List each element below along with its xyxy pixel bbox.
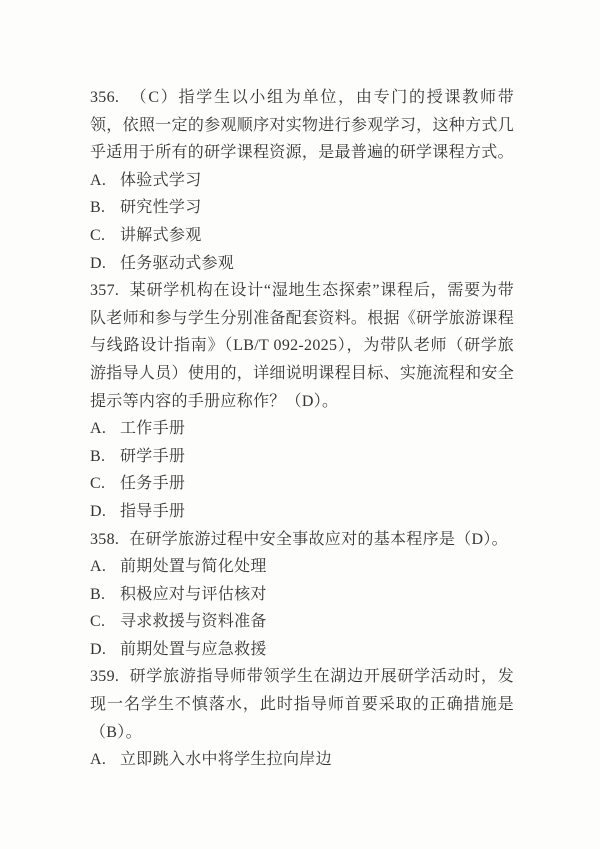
option-text: 前期处置与应急救援 xyxy=(120,640,267,658)
question-text: （C）指学生以小组为单位，由专门的授课教师带领，依照一定的参观顺序对实物进行参观学习，这种方式几乎适用于所有的研学课程资源，是最普遍的研学课程方式。 xyxy=(90,89,514,162)
option-row xyxy=(90,746,514,774)
option-row xyxy=(90,553,514,581)
option-text: 积极应对与评估核对 xyxy=(120,585,267,603)
option-row xyxy=(90,167,514,195)
question-number: 357. xyxy=(90,282,120,300)
option-row xyxy=(90,581,514,609)
option-text: 前期处置与简化处理 xyxy=(120,558,267,576)
option-text: 指导手册 xyxy=(120,502,186,520)
question-block-359 xyxy=(90,663,514,773)
option-text: 体验式学习 xyxy=(120,171,202,189)
option-text: 工作手册 xyxy=(120,420,186,438)
option-row xyxy=(90,470,514,498)
option-row xyxy=(90,194,514,222)
option-label: D. xyxy=(90,502,107,520)
question-block-357 xyxy=(90,277,514,525)
question-text: 在研学旅游过程中安全事故应对的基本程序是（D）。 xyxy=(129,530,508,548)
option-row xyxy=(90,608,514,636)
question-text: 研学旅游指导师带领学生在湖边开展研学活动时，发现一名学生不慎落水，此时指导师首要采取的正确措施是（B）。 xyxy=(90,668,514,741)
option-text: 研学手册 xyxy=(120,447,186,465)
document-content xyxy=(90,84,514,774)
question-number: 356. xyxy=(90,89,120,106)
option-label: B. xyxy=(90,199,106,217)
option-label: A. xyxy=(90,751,107,769)
option-label: A. xyxy=(90,420,107,438)
option-label: B. xyxy=(90,447,106,465)
option-text: 讲解式参观 xyxy=(120,226,202,244)
option-row xyxy=(90,443,514,471)
option-label: C. xyxy=(90,613,106,631)
option-text: 立即跳入水中将学生拉向岸边 xyxy=(120,751,332,769)
question-block-358 xyxy=(90,526,514,664)
option-label: D. xyxy=(90,254,107,272)
question-stem xyxy=(90,277,514,415)
question-number: 358. xyxy=(90,530,120,548)
option-label: C. xyxy=(90,475,106,493)
question-block-356 xyxy=(90,84,514,277)
question-stem xyxy=(90,526,514,554)
question-text: 某研学机构在设计“湿地生态探索”课程后，需要为带队老师和参与学生分别准备配套资料。根据《研学旅游课程与线路设计指南》（LB/T 092-2025），为带队老师（研学旅游指导人员）使用的，详细说明课程目标、实施流程和安全提示等内容的手册应称作？（D）。 xyxy=(90,282,514,410)
option-label: B. xyxy=(90,585,106,603)
option-row xyxy=(90,636,514,664)
option-row xyxy=(90,415,514,443)
question-stem xyxy=(90,663,514,746)
option-label: C. xyxy=(90,226,106,244)
option-label: A. xyxy=(90,558,107,576)
option-row xyxy=(90,498,514,526)
question-number: 359. xyxy=(90,668,120,686)
option-label: A. xyxy=(90,171,107,189)
question-stem xyxy=(90,84,514,167)
option-label: D. xyxy=(90,640,107,658)
option-text: 任务驱动式参观 xyxy=(120,254,235,272)
option-row xyxy=(90,250,514,278)
option-text: 任务手册 xyxy=(120,475,186,493)
option-row xyxy=(90,222,514,250)
option-text: 寻求救援与资料准备 xyxy=(120,613,267,631)
option-text: 研究性学习 xyxy=(120,199,202,217)
